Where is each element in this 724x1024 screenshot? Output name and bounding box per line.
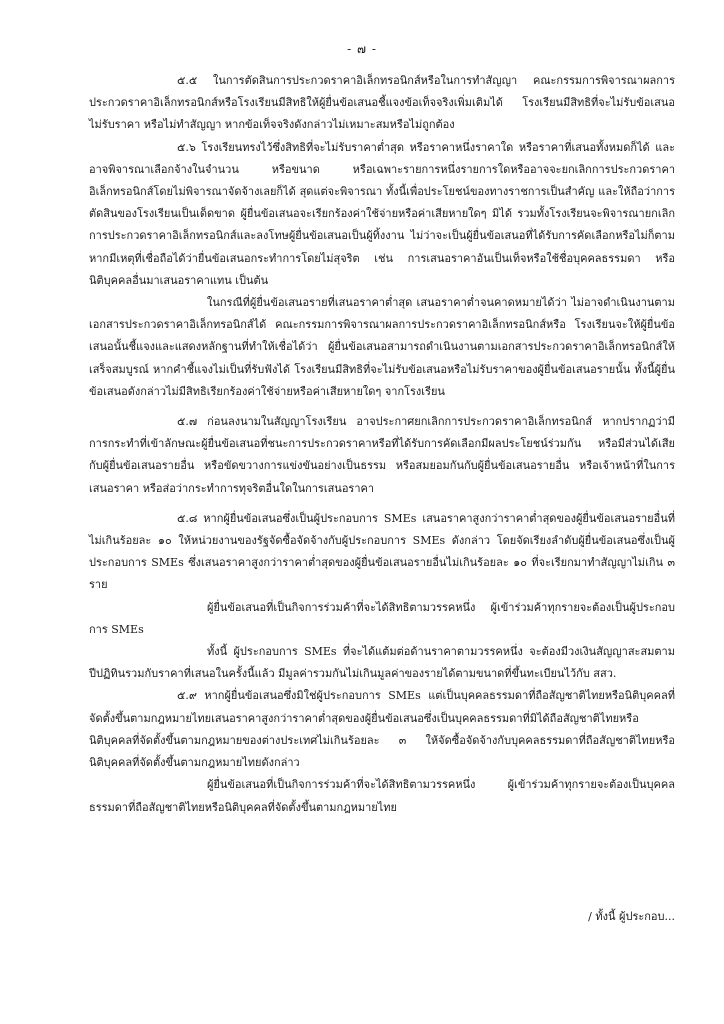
continuation-note: / ทั้งนี้ ผู้ประกอบ...	[588, 910, 675, 923]
clause-5-6-lowest-bid: ในกรณีที่ผู้ยื่นข้อเสนอรายที่เสนอราคาต่ำสุด เสนอราคาต่ำจนคาดหมายได้ว่า ไม่อาจดำเนินงานตามเอกสารประกวดราคาอิเล็กทรอนิกส์ได้ คณะกรรมการพิจารณาผลการประกวดราคาอิเล็กทรอนิกส์หรือ โรงเรียนจะให้ผู้ยื่นข้อเสนอนั้นชี้แจงและแสดงหลักฐานที่ทำให้เชื่อได้ว่า ผู้ยื่นข้อเสนอสามารถดำเนินงานตามเอกสารประกวดราคาอิเล็กทรอนิกส์ให้เสร็จสมบูรณ์ หากคำชี้แจงไม่เป็นที่รับฟังได้ โรงเรียนมีสิทธิที่จะไม่รับข้อเสนอหรือไม่รับราคาของผู้ยื่นข้อเสนอรายนั้น ทั้งนี้ผู้ยื่นข้อเสนอดังกล่าวไม่มีสิทธิเรียกร้องค่าใช้จ่ายหรือค่าเสียหายใดๆ จากโรงเรียน	[89, 296, 675, 398]
document-body	[89, 70, 675, 819]
clause-5-5: ๕.๕ ในการตัดสินการประกวดราคาอิเล็กทรอนิกส์หรือในการทำสัญญา คณะกรรมการพิจารณาผลการประกวดราคาอิเล็กทรอนิกส์หรือโรงเรียนมีสิทธิให้ผู้ยื่นข้อเสนอชี้แจงข้อเท็จจริงเพิ่มเติมได้ โรงเรียนมีสิทธิที่จะไม่รับข้อเสนอ ไม่รับราคา หรือไม่ทำสัญญา หากข้อเท็จจริงดังกล่าวไม่เหมาะสมหรือไม่ถูกต้อง	[89, 74, 675, 132]
clause-5-7: ๕.๗ ก่อนลงนามในสัญญาโรงเรียน อาจประกาศยกเลิกการประกวดราคาอิเล็กทรอนิกส์ หากปรากฏว่ามีการกระทำที่เข้าลักษณะผู้ยื่นข้อเสนอที่ชนะการประกวดราคาหรือที่ได้รับการคัดเลือกมีผลประโยชน์ร่วมกัน หรือมีส่วนได้เสียกับผู้ยื่นข้อเสนอรายอื่น หรือขัดขวางการแข่งขันอย่างเป็นธรรม หรือสมยอมกันกับผู้ยื่นข้อเสนอรายอื่น หรือเจ้าหน้าที่ในการเสนอราคา หรือส่อว่ากระทำการทุจริตอื่นใดในการเสนอราคา	[89, 415, 675, 495]
clause-5-8: ๕.๘ หากผู้ยื่นข้อเสนอซึ่งเป็นผู้ประกอบการ SMEs เสนอราคาสูงกว่าราคาต่ำสุดของผู้ยื่นข้อเสนอรายอื่นที่ไม่เกินร้อยละ ๑๐ ให้หน่วยงานของรัฐจัดซื้อจัดจ้างกับผู้ประกอบการ SMEs ดังกล่าว โดยจัดเรียงลำดับผู้ยื่นข้อเสนอซึ่งเป็นผู้ประกอบการ SMEs ซึ่งเสนอราคาสูงกว่าราคาต่ำสุดของผู้ยื่นข้อเสนอรายอื่นไม่เกินร้อยละ ๑๐ ที่จะเรียกมาทำสัญญาไม่เกิน ๓ ราย	[89, 511, 675, 592]
clause-5-8-sme-condition: ทั้งนี้ ผู้ประกอบการ SMEs ที่จะได้แต้มต่อด้านราคาตามวรรคหนึ่ง จะต้องมีวงเงินสัญญาสะสมตามปีปฏิทินรวมกับราคาที่เสนอในครั้งนี้แล้ว มีมูลค่ารวมกันไม่เกินมูลค่าของรายได้ตามขนาดที่ขึ้นทะเบียนไว้กับ สสว.	[89, 645, 675, 681]
clause-5-8-joint-venture: ผู้ยื่นข้อเสนอที่เป็นกิจการร่วมค้าที่จะได้สิทธิตามวรรคหนึ่ง ผู้เข้าร่วมค้าทุกรายจะต้องเป็นผู้ประกอบการ SMEs	[89, 600, 675, 636]
clause-5-9-joint-venture: ผู้ยื่นข้อเสนอที่เป็นกิจการร่วมค้าที่จะได้สิทธิตามวรรคหนึ่ง ผู้เข้าร่วมค้าทุกรายจะต้องเป็นบุคคลธรรมดาที่ถือสัญชาติไทยหรือนิติบุคคลที่จัดตั้งขึ้นตามกฎหมายไทย	[89, 778, 675, 814]
page-number: - ๗ -	[347, 42, 377, 56]
clause-5-9: ๕.๙ หากผู้ยื่นข้อเสนอซึ่งมิใช่ผู้ประกอบการ SMEs แต่เป็นบุคคลธรรมดาที่ถือสัญชาติไทยหรือนิติบุคคลที่จัดตั้งขึ้นตามกฎหมายไทยเสนอราคาสูงกว่าราคาต่ำสุดของผู้ยื่นข้อเสนอซึ่งเป็นบุคคลธรรมดาที่มิได้ถือสัญชาติไทยหรือนิติบุคคลที่จัดตั้งขึ้นตามกฎหมายของต่างประเทศไม่เกินร้อยละ ๓ ให้จัดซื้อจัดจ้างกับบุคคลธรรมดาที่ถือสัญชาติไทยหรือนิติบุคคลที่จัดตั้งขึ้นตามกฎหมายไทยดังกล่าว	[89, 689, 675, 770]
clause-5-6: ๕.๖ โรงเรียนทรงไว้ซึ่งสิทธิที่จะไม่รับราคาต่ำสุด หรือราคาหนึ่งราคาใด หรือราคาที่เสนอทั้งหมดก็ได้ และอาจพิจารณาเลือกจ้างในจำนวน หรือขนาด หรือเฉพาะรายการหนึ่งรายการใดหรืออาจจะยกเลิกการประกวดราคาอิเล็กทรอนิกส์โดยไม่พิจารณาจัดจ้างเลยก็ได้ สุดแต่จะพิจารณา ทั้งนี้เพื่อประโยชน์ของทางราชการเป็นสำคัญ และให้ถือว่าการตัดสินของโรงเรียนเป็นเด็ดขาด ผู้ยื่นข้อเสนอจะเรียกร้องค่าใช้จ่ายหรือค่าเสียหายใดๆ มิได้ รวมทั้งโรงเรียนจะพิจารณายกเลิกการประกวดราคาอิเล็กทรอนิกส์และลงโทษผู้ยื่นข้อเสนอเป็นผู้ทิ้งงาน ไม่ว่าจะเป็นผู้ยื่นข้อเสนอที่ได้รับการคัดเลือกหรือไม่ก็ตาม หากมีเหตุที่เชื่อถือได้ว่ายื่นข้อเสนอกระทำการโดยไม่สุจริต เช่น การเสนอราคาอันเป็นเท็จหรือใช้ชื่อบุคคลธรรมดา หรือนิติบุคคลอื่นมาเสนอราคาแทน เป็นต้น	[89, 140, 675, 287]
